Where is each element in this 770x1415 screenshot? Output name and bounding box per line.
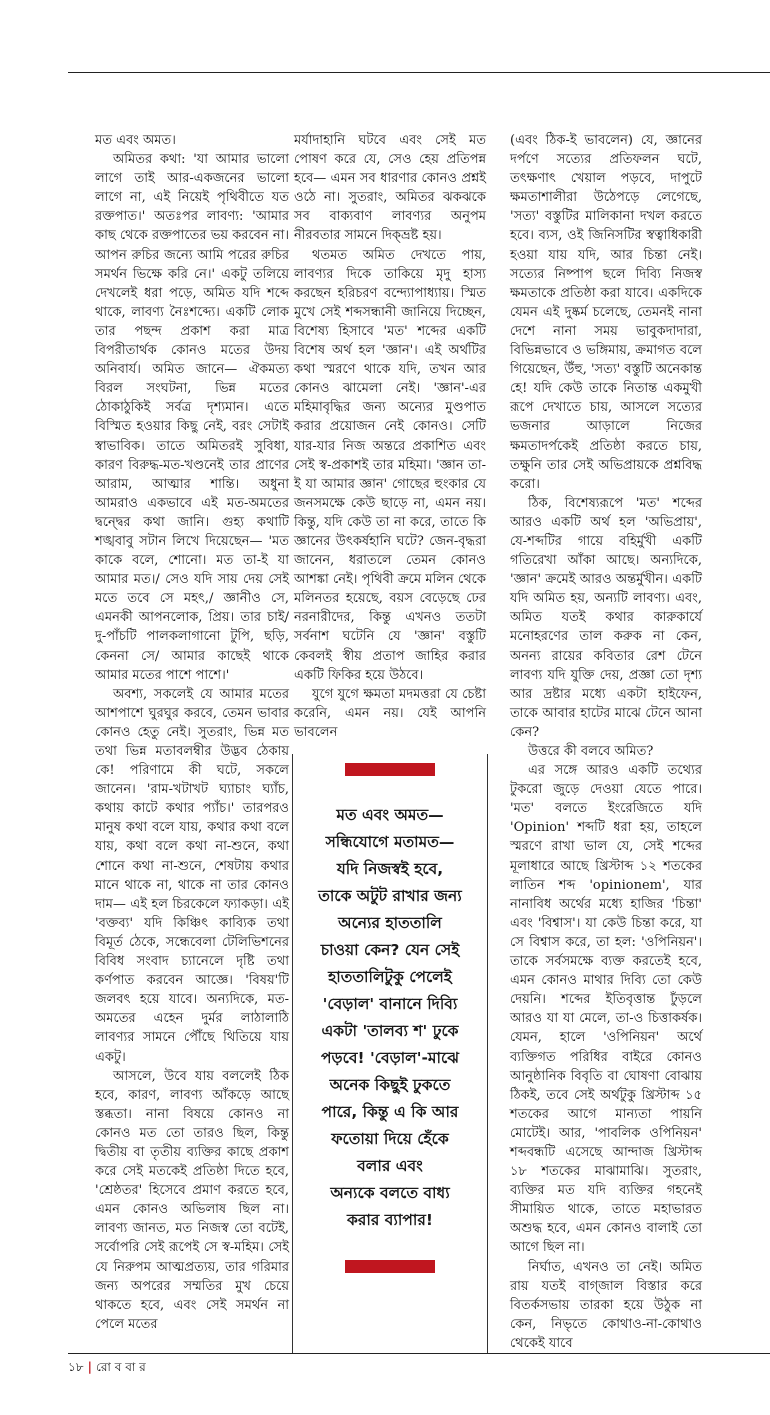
pull-quote-top-bar bbox=[345, 763, 435, 776]
header-rule bbox=[68, 72, 770, 73]
pull-quote-line: হাততালিটুকু পেলেই bbox=[328, 968, 452, 986]
paragraph: এর সঙ্গে আরও একটি তথ্যের টুকরো জুড়ে দেওয়া যেতে পারে। 'মত' বলতে ইংরেজিতে যদি 'Opinion' শব্দটি ধরা হয়, তাহলে স্মরণে রাখা ভাল যে, সেই শব্দের মূলাধারে আছে খ্রিস্টাব্দ ১২ শতকের লাতিন শব্দ 'opinionem', যার নানাবিধ অর্থের মধ্যে হাজির 'চিন্তা' এবং 'বিশ্বাস'। যা কেউ চিন্তা করে, যা সে বিশ্বাস করে, তা হল: 'ওপিনিয়ন'। তাকে সর্বসমক্ষে ব্যক্ত করতেই হবে, এমন কোনও মাথার দিব্যি তো কেউ দেয়নি। শব্দের ইতিবৃত্তান্ত ঢুঁড়লে আরও যা যা মেলে, তা-ও চিত্তাকর্ষক। যেমন, হালে 'ওপিনিয়ন' অর্থে ব্যক্তিগত পরিধির বাইরে কোনও আনুষ্ঠানিক বিবৃতি বা ঘোষণা বোঝায় ঠিকই, তবে সেই অর্থটুকু খ্রিস্টাব্দ ১৫ শতকের আগে মান্যতা পায়নি মোটেই। আর, 'পাবলিক ওপিনিয়ন' শব্দবন্ধটি এসেছে আন্দাজ খ্রিস্টাব্দ ১৮ শতকের মাঝামাঝি। সুতরাং, ব্যক্তির মত যদি ব্যক্তির গহনেই সীমায়িত থাকে, তাতে মহাভারত অশুদ্ধ হবে, এমন কোনও বালাই তো আগে ছিল না। bbox=[510, 763, 702, 1256]
article-column-1 bbox=[95, 131, 289, 1353]
footer-rule bbox=[68, 1353, 770, 1354]
paragraph: নির্ঘাত, এখনও তা নেই। অমিত রায় যতই বাগ্‌জাল বিস্তার করে বিতর্কসভায় তারকা হয়ে উঠুক না কেন, নিভৃতে কোথাও-না-কোথাও থেকেই যাবে bbox=[510, 1259, 702, 1351]
pull-quote-line: বলার এবং bbox=[357, 1157, 423, 1175]
paragraph: আসলে, উবে যায় বললেই ঠিক হবে, কারণ, লাবণ্য আঁকড়ে আছে স্তব্ধতা। নানা বিষয়ে কোনও না কোনও মত তো তারও ছিল, কিন্তু দ্বিতীয় বা তৃতীয় ব্যক্তির কাছে প্রকাশ করে সেই মতকেই প্রতিষ্ঠা দিতে হবে, 'শ্রেষ্ঠতর' হিসেবে প্রমাণ করতে হবে, এমন কোনও অভিলাষ ছিল না। লাবণ্য জানত, মত নিজস্ব তো বটেই, সর্বোপরি সেই রূপেই সে স্ব-মহিম। সেই যে নিরুপম আত্মপ্রত্যয়, তার গরিমার জন্য অপরের সম্মতির মুখ চেয়ে থাকতে হবে, এবং সেই সমর্থন না পেলে মতের bbox=[95, 1068, 289, 1332]
pull-quote-line: পড়বে! 'বেড়াল'-মাঝে bbox=[321, 1049, 459, 1067]
page-number: ১৮ bbox=[68, 1360, 84, 1374]
pull-quote-line: সন্ধিযোগে মতামত— bbox=[325, 833, 455, 851]
pull-quote-line: 'বেড়াল' বানানে দিব্যি bbox=[322, 995, 458, 1013]
footer-separator: | bbox=[87, 1360, 92, 1374]
paragraph: উত্তরে কী বলবে অমিত? bbox=[528, 744, 654, 759]
pull-quote-line: অন্যকে বলতে বাধ্য bbox=[330, 1184, 450, 1202]
pull-quote-line: মত এবং অমত— bbox=[336, 806, 444, 824]
pull-quote-line: ফতোয়া দিয়ে হেঁকে bbox=[331, 1130, 449, 1148]
article-column-2-wrapper bbox=[292, 131, 488, 1353]
paragraph: যুগে যুগে ক্ষমতা মদমত্তরা যে চেষ্টা করেনি, এমন নয়। যেই আপনি ভাবলেন bbox=[294, 686, 486, 740]
article-columns bbox=[0, 131, 770, 1353]
publication-name: রো ব বা র bbox=[95, 1360, 146, 1374]
pull-quote-line: করার ব্যাপার! bbox=[346, 1211, 433, 1229]
pull-quote-line: চাওয়া কেন? যেন সেই bbox=[320, 941, 460, 959]
pull-quote-line: পারে, কিন্তু এ কি আর bbox=[321, 1103, 459, 1121]
pull-quote-text bbox=[299, 802, 481, 1234]
page-footer bbox=[68, 1359, 770, 1415]
pull-quote-line: অন্যের হাততালি bbox=[338, 914, 442, 932]
paragraph: অমিতর কথা: 'যা আমার ভালো লাগে তাই আর-একজনের ভালো লাগে না, এই নিয়েই পৃথিবীতে যত রক্তপাত।' অতঃপর লাবণ্য: 'আমার কাছ থেকে রক্তপাতের ভয় করবেন না। আপন রুচির জন্যে আমি পরের রুচির সমর্থন ভিক্ষে করি নে।' একটু তলিয়ে দেখলেই ধরা পড়ে, অমিত যদি শব্দে থাকে, লাবণ্য নৈঃশব্দ্যে। একটি লোক তার পছন্দ প্রকাশ করা মাত্র বিপরীতার্থক কোনও মতের উদয় অনিবার্য। অমিত জানে— ঐকমত্য বিরল সংঘটনা, ভিন্ন মতের ঠোকাঠুকিই সর্বত্র দৃশ্যমান। এতে বিস্মিত হওয়ার কিছু নেই, বরং সেটাই স্বাভাবিক। তাতে অমিতরই সুবিধা, কারণ বিরুদ্ধ-মত-খণ্ডনেই তার প্রাণের আরাম, আত্মার শান্তি। অধুনা আমরাও একভাবে এই মত-অমতের দ্বন্দ্বের কথা জানি। গুহ্য কথাটি শঙ্খবাবু সটান লিখে দিয়েছেন— 'মত কাকে বলে, শোনো। মত তা-ই যা আমার মত।/ সেও যদি সায় দেয় সেই মতে তবে সে মহৎ,/ জ্ঞানীও সে, এমনকী আপনলোক, প্রিয়। তার চাই/ দু-পাঁচটি পালকলাগানো টুপি, ছড়ি, কেননা সে/ আমার কাছেই থাকে আমার মতের পাশে পাশে।' bbox=[95, 152, 289, 683]
paragraph: (এবং ঠিক-ই ভাবলেন) যে, জ্ঞানের দর্পণে সত্যের প্রতিফলন ঘটে, তৎক্ষণাৎ খেয়াল পড়বে, দাপুটে ক্ষমতাশালীরা উঠেপড়ে লেগেছে, 'সত্য' বস্তুটির মালিকানা দখল করতে হবে। ব্যস, ওই জিনিসটির স্বত্বাধিকারী হওয়া যায় যদি, আর চিন্তা নেই। সত্যের নিষ্পাপ ছলে দিব্যি নিজস্ব ক্ষমতাকে প্রতিষ্ঠা করা যাবে। একদিকে যেমন এই দুষ্কর্ম চলেছে, তেমনই নানা দেশে নানা সময় ভাবুকদাদারা, বিভিন্নভাবে ও ভঙ্গিমায়, ক্রমাগত বলে গিয়েছেন, উঁহু, 'সত্য' বস্তুটি অনেকান্ত হে! যদি কেউ তাকে নিতান্ত একমুখী রূপে দেখাতে চায়, আসলে সত্যের ভজনার আড়ালে নিজের ক্ষমতাদর্পকেই প্রতিষ্ঠা করতে চায়, তক্ষুনি তার সেই অভিপ্রায়কে প্রশ্নবিদ্ধ করো। bbox=[510, 133, 702, 492]
paragraph: ঠিক, বিশেষ্যরূপে 'মত' শব্দের আরও একটি অর্থ হল 'অভিপ্রায়', যে-শব্দটির গায়ে বহির্মুখী একটি গতিরেখা আঁকা আছে। অন্যদিকে, 'জ্ঞান' ক্রমেই আরও অন্তর্মুখীন। একটি যদি অমিত হয়, অন্যটি লাবণ্য। এবং, অমিত যতই কথার কারুকার্যে মনোহরণের তাল করুক না কেন, অনন্য রায়ের কবিতার রেশ টেনে লাবণ্য যদি যুক্তি দেয়, প্রজ্ঞা তো দৃশ্য আর দ্রষ্টার মধ্যে একটা হাইফেন, তাকে আবার হাটের মাঝে টেনে আনা কেন? bbox=[510, 495, 702, 740]
pull-quote-line: অনেক কিছুই ঢুকতে bbox=[329, 1076, 451, 1094]
pull-quote-line: একটা 'তালব্য শ' ঢুকে bbox=[321, 1022, 459, 1040]
pull-quote-bottom-bar bbox=[345, 1260, 435, 1273]
pull-quote-box bbox=[292, 754, 488, 1353]
paragraph: মত এবং অমত। bbox=[95, 133, 176, 148]
paragraph: থতমত অমিত দেখতে পায়, লাবণ্যর দিকে তাকিয়ে মৃদু হাস্য করছেন হরিচরণ বন্দ্যোপাধ্যায়। স্মিত মুখে সেই শব্দসন্ধানী জানিয়ে দিচ্ছেন, বিশেষ্য হিসাবে 'মত' শব্দের একটি বিশেষ অর্থ হল 'জ্ঞান'। এই অর্থটির কথা স্মরণে থাকে যদি, তখন আর কোনও ঝামেলা নেই। 'জ্ঞান'-এর মহিমাবৃদ্ধির জন্য অন্যের মুণ্ডপাত করার প্রয়োজন নেই কোনও। সেটি যার-যার নিজ অন্তরে প্রকাশিত এবং সেই স্ব-প্রকাশই তার মহিমা। 'জ্ঞান তা-ই যা আমার জ্ঞান' গোছের হুংকার যে জনসমক্ষে কেউ ছাড়ে না, এমন নয়। কিন্তু, যদি কেউ তা না করে, তাতে কি জ্ঞানের উৎকর্ষহানি ঘটে? জেন-বৃদ্ধরা জানেন, ধরাতলে তেমন কোনও আশঙ্কা নেই। পৃথিবী ক্রমে মলিন থেকে মলিনতর হয়েছে, বয়স বেড়েছে ঢের নরনারীদের, কিন্তু এখনও ততটা সর্বনাশ ঘটেনি যে 'জ্ঞান' বস্তুটি কেবলই স্বীয় প্রতাপ জাহির করার একটি ফিকির হয়ে উঠবে। bbox=[294, 247, 486, 683]
article-column-2 bbox=[294, 131, 486, 742]
paragraph: অবশ্য, সকলেই যে আমার মতের আশপাশে ঘুরঘুর করবে, তেমন ভাবার কোনও হেতু নেই। সুতরাং, ভিন্ন মত তথা ভিন্ন মতাবলম্বীর উদ্ভব ঠেকায় কে! পরিণামে কী ঘটে, সকলে জানেন। 'রাম-খটাখট ঘ্যাচাং ঘ্যাঁচ, কথায় কাটে কথার প্যাঁচ।' তারপরও মানুষ কথা বলে যায়, কথার কথা বলে যায়, কথা বলে কথা না-শুনে, কথা শোনে কথা না-শুনে, শেষটায় কথার মানে থাকে না, থাকে না তার কোনও দাম— এই হল চিরকেলে ফ্যাকড়া। এই 'বক্তব্য' যদি কিঞ্চিৎ কাব্যিক তথা বিমূর্ত ঠেকে, সন্ধেবেলা টেলিভিশনের বিবিধ সংবাদ চ্যানেলে দৃষ্টি তথা কর্ণপাত করবেন আজ্ঞে। 'বিষয়'টি জলবৎ হয়ে যাবে। অন্যদিকে, মত-অমতের এহেন দুর্মর লাঠালাঠি লাবণ্যর সামনে পৌঁছে থিতিয়ে যায় একটু। bbox=[95, 686, 289, 1065]
paragraph: মর্যাদাহানি ঘটবে এবং সেই মত পোষণ করে যে, সেও হেয় প্রতিপন্ন হবে— এমন সব ধারণার কোনও প্রশ্নই ওঠে না। সুতরাং, অমিতর ঝকঝকে সব বাক্যবাণ লাবণ্যর অনুপম নীরবতার সামনে দিক্‌ভ্রষ্ট হয়। bbox=[294, 133, 486, 244]
pull-quote-line: যদি নিজস্বই হবে, bbox=[336, 860, 444, 878]
pull-quote-line: তাকে অটুট রাখার জন্য bbox=[318, 887, 462, 905]
article-column-3 bbox=[510, 131, 702, 1353]
